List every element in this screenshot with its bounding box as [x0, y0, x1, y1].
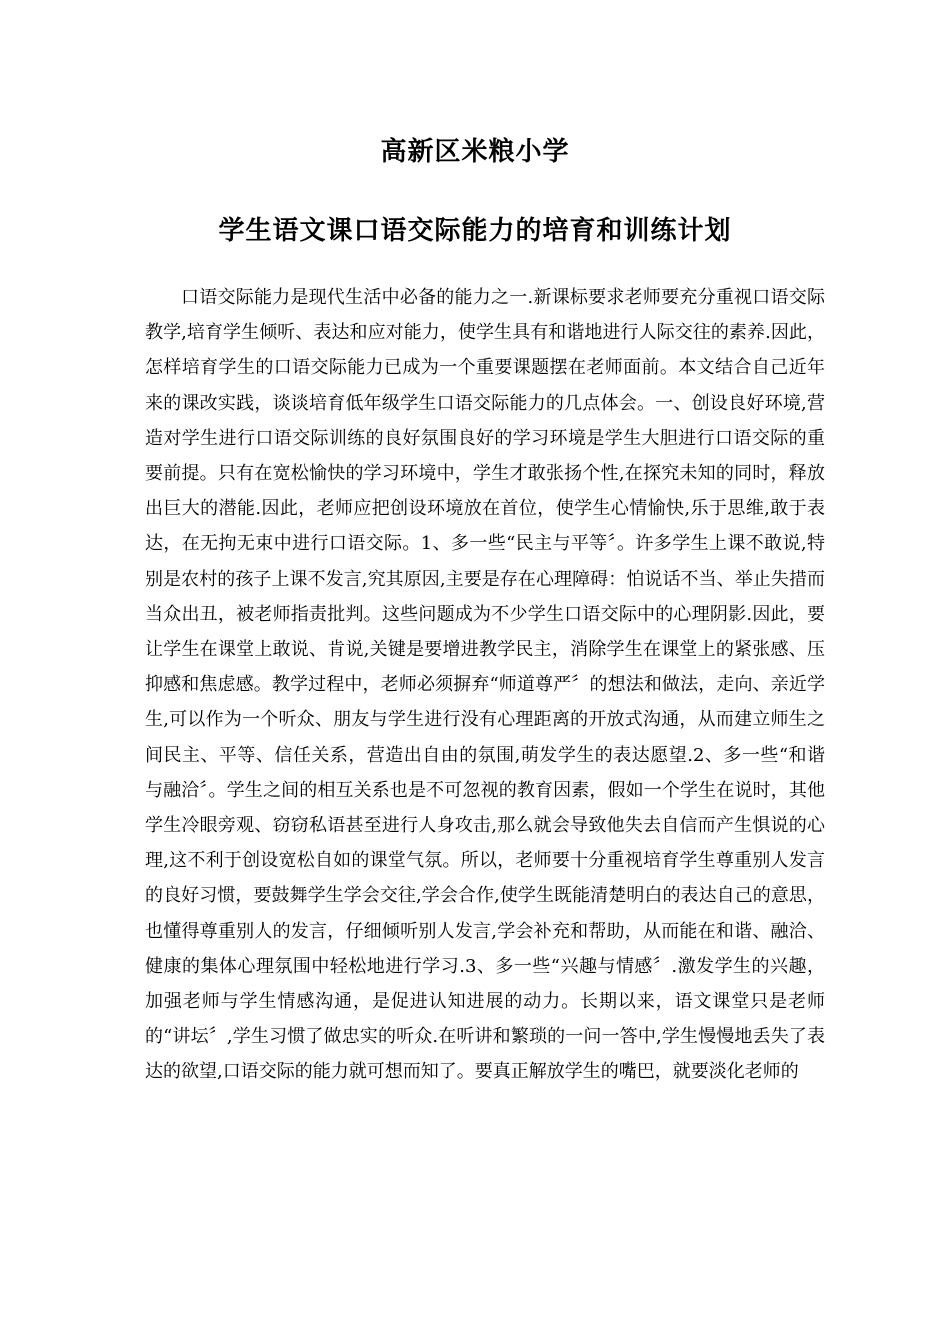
body-paragraph: 口语交际能力是现代生活中必备的能力之一.新课标要求老师要充分重视口语交际教学,培育学生倾听、表达和应对能力，使学生具有和谐地进行人际交往的素养.因此，怎样培育学生的口语交际能力已成为一个重要课题摆在老师面前。本文结合自己近年来的课改实践，谈谈培育低年级学生口语交际能力的几点体会。一、创设良好环境,营造对学生进行口语交际训练的良好氛围良好的学习环境是学生大胆进行口语交际的重要前提。只有在宽松愉快的学习环境中，学生才敢张扬个性,在探究未知的同时，释放出巨大的潜能.因此，老师应把创设环境放在首位，使学生心情愉快,乐于思维,敢于表达，在无拘无束中进行口语交际。1、多一些“民主与平等〞。许多学生上课不敢说,特别是农村的孩子上课不发言,究其原因,主要是存在心理障碍：怕说话不当、举止失措而当众出丑，被老师指责批判。这些问题成为不少学生口语交际中的心理阴影.因此，要让学生在课堂上敢说、肯说,关键是要增进教学民主，消除学生在课堂上的紧张感、压抑感和焦虑感。教学过程中，老师必须摒弃“师道尊严〞的想法和做法，走向、亲近学生,可以作为一个听众、朋友与学生进行没有心理距离的开放式沟通，从而建立师生之间民主、平等、信任关系，营造出自由的氛围,萌发学生的表达愿望.2、多一些“和谐与融洽〞。学生之间的相互关系也是不可忽视的教育因素，假如一个学生在说时，其他学生冷眼旁观、窃窃私语甚至进行人身攻击,那么就会导致他失去自信而产生惧说的心理,这不利于创设宽松自如的课堂气氛。所以，老师要十分重视培育学生尊重别人发言的良好习惯，要鼓舞学生学会交往,学会合作,使学生既能清楚明白的表达自己的意思，也懂得尊重别人的发言，仔细倾听别人发言,学会补充和帮助，从而能在和谐、融洽、健康的集体心理氛围中轻松地进行学习.3、多一些“兴趣与情感〞.激发学生的兴趣，加强老师与学生情感沟通，是促进认知进展的动力。长期以来，语文课堂只是老师的“讲坛〞,学生习惯了做忠实的听众.在听讲和繁琐的一问一答中,学生慢慢地丢失了表达的欲望,口语交际的能力就可想而知了。要真正解放学生的嘴巴，就要淡化老师的 — [145, 287, 825, 1083]
school-name-heading: 高新区米粮小学 — [380, 137, 570, 167]
document-title: 学生语文课口语交际能力的培育和训练计划 — [218, 216, 732, 246]
